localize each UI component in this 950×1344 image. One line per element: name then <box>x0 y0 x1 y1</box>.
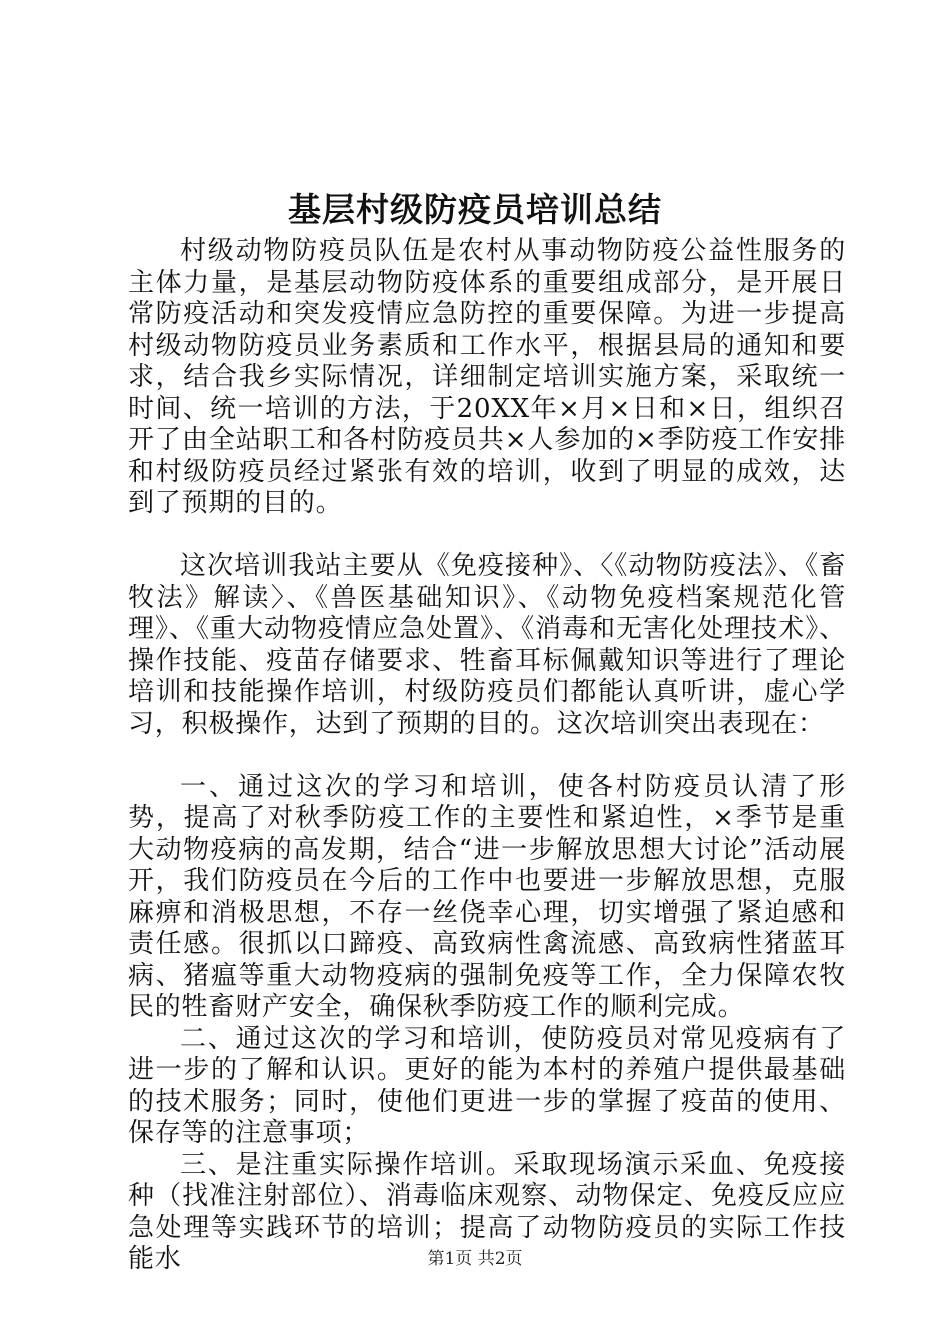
paragraph-training-content: 这次培训我站主要从《免疫接种》、〈《动物防疫法》、《畜牧法》解读〉、《兽医基础知识》、《动物免疫档案规范化管理》、《重大动物疫情应急处置》、《消毒和无害化处理技术》、操作技能、疫苗存储要求、牲畜耳标佩戴知识等进行了理论培训和技能操作培训，村级防疫员们都能认真听讲，虚心学习，积极操作，达到了预期的目的。这次培训突出表现在： <box>128 551 846 739</box>
paragraph-point-one: 一、通过这次的学习和培训，使各村防疫员认清了形势，提高了对秋季防疫工作的主要性和紧迫性，×季节是重大动物疫病的高发期，结合“进一步解放思想大讨论”活动展开，我们防疫员在今后的工作中也要进一步解放思想，克服麻痹和消极思想，不存一丝侥幸心理，切实增强了紧迫感和责任感。很抓以口蹄疫、高致病性禽流感、高致病性猪蓝耳病、猪瘟等重大动物疫病的强制免疫等工作，全力保障农牧民的牲畜财产安全，确保秋季防疫工作的顺利完成。 <box>128 771 846 1022</box>
document-title: 基层村级防疫员培训总结 <box>288 190 662 229</box>
paragraph-spacer <box>128 740 846 772</box>
paragraph-point-two: 二、通过这次的学习和培训，使防疫员对常见疫病有了进一步的了解和认识。更好的能为本村的养殖户提供最基础的技术服务；同时，使他们更进一步的掌握了疫苗的使用、保存等的注意事项； <box>128 1023 846 1148</box>
paragraph-intro: 村级动物防疫员队伍是农村从事动物防疫公益性服务的主体力量，是基层动物防疫体系的重要组成部分，是开展日常防疫活动和突发疫情应急防控的重要保障。为进一步提高村级动物防疫员业务素质和工作水平，根据县局的通知和要求，结合我乡实际情况，详细制定培训实施方案，采取统一时间、统一培训的方法，于20XX年×月×日和×日，组织召开了由全站职工和各村防疫员共×人参加的×季防疫工作安排和村级防疫员经过紧张有效的培训，收到了明显的成效，达到了预期的目的。 <box>128 236 846 518</box>
document-body <box>128 236 846 1276</box>
paragraph-point-three: 三、是注重实际操作培训。采取现场演示采血、免疫接种（找准注射部位）、消毒临床观察、动物保定、免疫反应应急处理等实践环节的培训；提高了动物防疫员的实际工作技能水 <box>128 1149 846 1274</box>
page-number-footer: 第1页 共2页 <box>427 1249 523 1269</box>
paragraph-spacer <box>128 520 846 552</box>
